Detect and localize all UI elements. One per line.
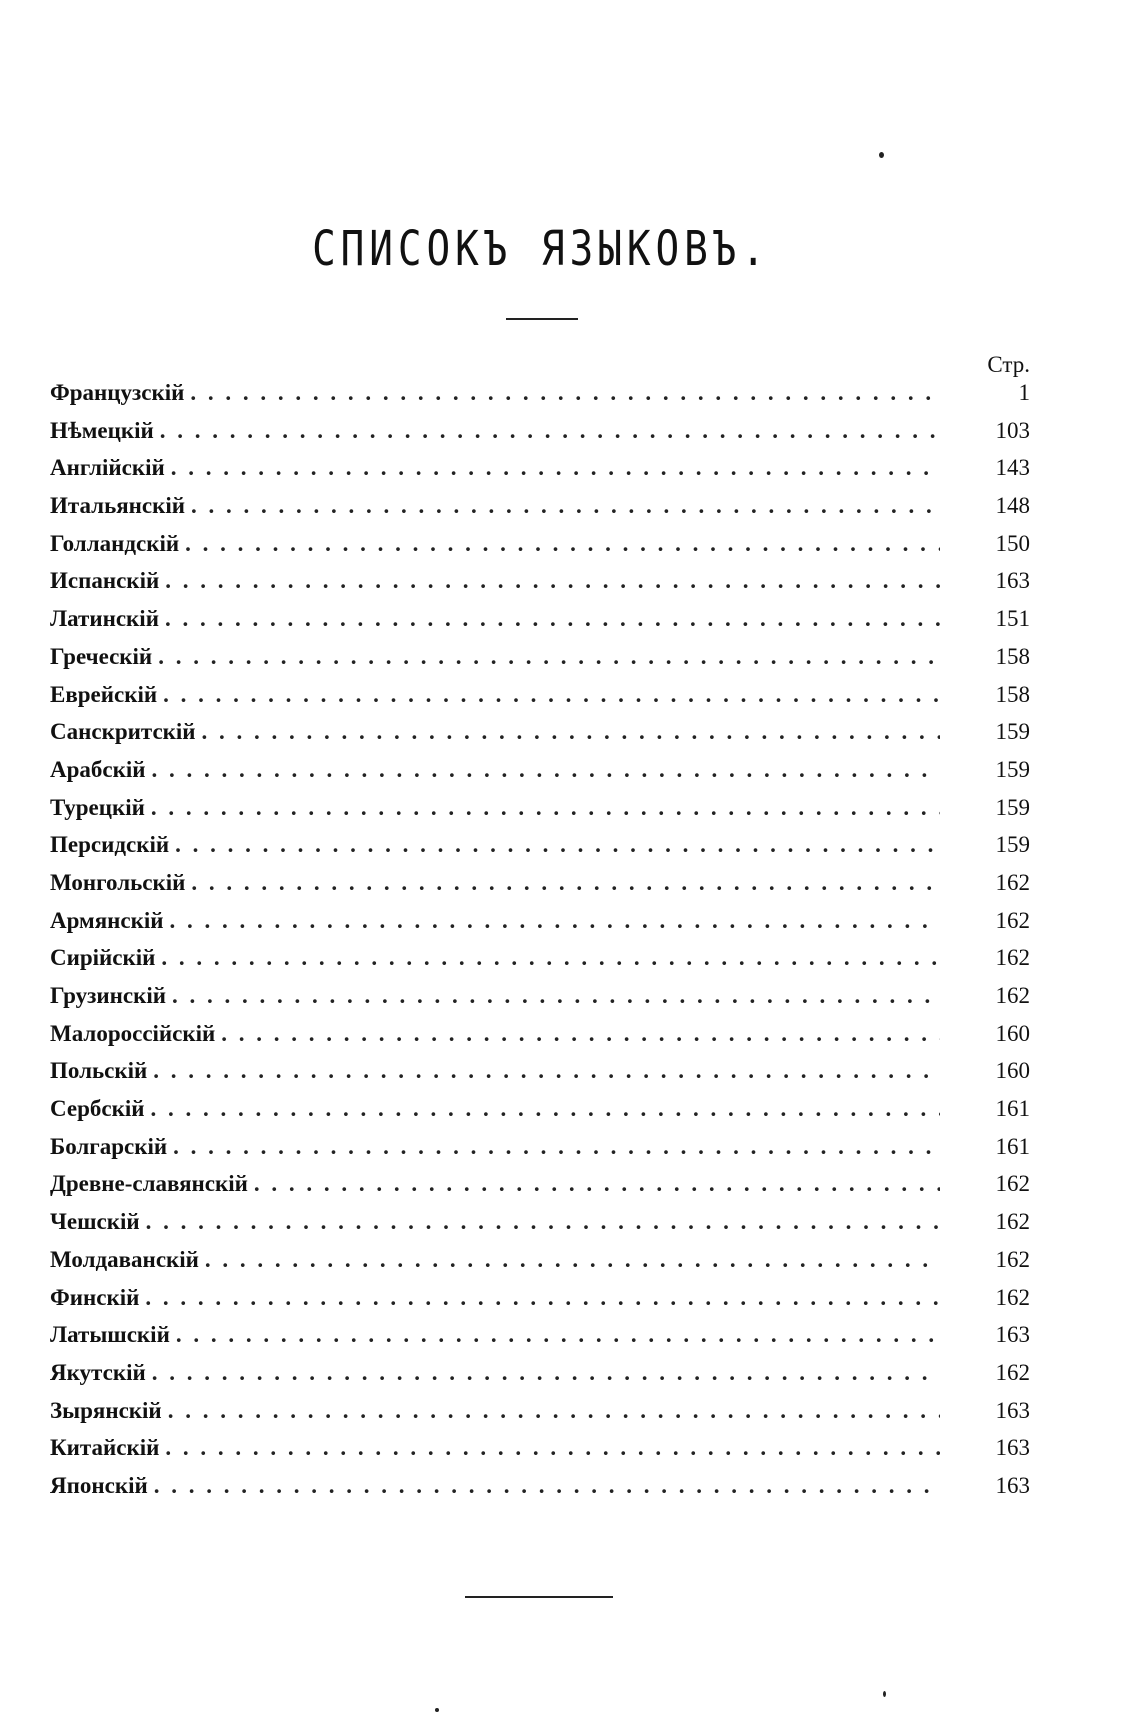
- dot-leader: [160, 418, 940, 444]
- language-name: Польскій: [50, 1058, 148, 1084]
- page-number: 1: [1018, 380, 1030, 405]
- page-number: 161: [995, 1133, 1030, 1159]
- page-number: 162: [995, 1284, 1030, 1310]
- dot-leader: [176, 1322, 940, 1348]
- language-entry: [50, 1134, 1030, 1172]
- language-name: Древне-славянскій: [50, 1171, 248, 1197]
- page-number: 162: [995, 907, 1030, 933]
- language-list: [50, 380, 1030, 1511]
- page-number: 160: [995, 1020, 1030, 1046]
- dot-leader: [205, 1247, 940, 1273]
- language-name: Латышскій: [50, 1322, 170, 1348]
- language-entry: [50, 870, 1030, 908]
- dot-leader: [152, 1360, 940, 1386]
- language-name: Чешскій: [50, 1209, 140, 1235]
- language-name: Арабскій: [50, 756, 146, 782]
- page-number: 163: [995, 568, 1030, 594]
- dot-leader: [254, 1171, 940, 1197]
- dot-leader: [161, 945, 940, 971]
- page-number: 160: [995, 1058, 1030, 1084]
- page-number: 159: [995, 794, 1030, 820]
- language-name: Зырянскій: [50, 1397, 162, 1423]
- language-entry: [50, 945, 1030, 983]
- dot-leader: [145, 1285, 940, 1311]
- page-column-label: Стр.: [987, 352, 1030, 377]
- title-divider: [506, 318, 578, 320]
- page-number: 162: [995, 1246, 1030, 1272]
- language-entry: [50, 1473, 1030, 1511]
- language-name: Грузинскій: [50, 983, 167, 1008]
- language-entry: [50, 1435, 1030, 1473]
- dot-leader: [175, 832, 940, 858]
- language-entry: [50, 1021, 1030, 1059]
- dot-leader: [185, 531, 940, 557]
- page-number: 159: [995, 832, 1030, 858]
- dot-leader: [173, 1134, 940, 1160]
- page-number: 163: [995, 1472, 1030, 1498]
- language-entry: [50, 531, 1030, 569]
- dot-leader: [191, 493, 940, 519]
- page-title: СПИСОКЪ ЯЗЫКОВЪ.: [312, 221, 770, 277]
- language-entry: [50, 1058, 1030, 1096]
- language-entry: [50, 493, 1030, 531]
- language-name: Нѣмецкій: [50, 417, 154, 443]
- dot-leader: [165, 568, 940, 594]
- language-entry: [50, 1398, 1030, 1436]
- page-number: 159: [995, 719, 1030, 745]
- dot-leader: [158, 644, 940, 670]
- language-entry: [50, 606, 1030, 644]
- dot-leader: [202, 719, 940, 745]
- page-number: 143: [995, 455, 1030, 481]
- language-name: Англійскій: [50, 455, 165, 481]
- language-entry: [50, 1247, 1030, 1285]
- language-name: Сербскій: [50, 1096, 145, 1122]
- page-number: 162: [995, 1209, 1030, 1235]
- dot-leader: [154, 1473, 940, 1499]
- page-number: 158: [995, 643, 1030, 669]
- page-number: 158: [995, 681, 1030, 707]
- language-entry: [50, 1322, 1030, 1360]
- language-entry: [50, 682, 1030, 720]
- page-number: 162: [995, 1171, 1030, 1197]
- language-name: Еврейскій: [50, 681, 158, 707]
- page-number: 162: [995, 1359, 1030, 1385]
- page-number: 150: [995, 530, 1030, 556]
- ink-speck: [883, 1691, 886, 1697]
- language-entry: [50, 1209, 1030, 1247]
- page-number: 148: [995, 493, 1030, 519]
- language-name: Латинскій: [50, 606, 159, 632]
- page-number: 162: [995, 869, 1030, 895]
- language-entry: [50, 908, 1030, 946]
- language-name: Персидскій: [50, 832, 170, 858]
- language-name: Сирійскій: [50, 945, 156, 971]
- language-entry: [50, 1285, 1030, 1323]
- language-entry: [50, 832, 1030, 870]
- page-number: 163: [995, 1397, 1030, 1423]
- language-entry: [50, 644, 1030, 682]
- dot-leader: [172, 983, 940, 1009]
- language-entry: [50, 1171, 1030, 1209]
- bottom-divider: [465, 1596, 613, 1598]
- dot-leader: [165, 1435, 940, 1461]
- dot-leader: [190, 380, 940, 406]
- language-name: Монгольскій: [50, 869, 186, 895]
- language-name: Турецкій: [50, 794, 145, 820]
- dot-leader: [165, 606, 940, 632]
- language-name: Китайскій: [50, 1435, 160, 1461]
- dot-leader: [151, 795, 940, 821]
- language-name: Финскій: [50, 1284, 140, 1310]
- page-number: 151: [995, 606, 1030, 632]
- language-entry: [50, 719, 1030, 757]
- language-entry: [50, 568, 1030, 606]
- dot-leader: [191, 870, 940, 896]
- language-name: Армянскій: [50, 907, 164, 933]
- dot-leader: [146, 1209, 940, 1235]
- page-number: 163: [995, 1322, 1030, 1348]
- language-name: Испанскій: [50, 568, 160, 594]
- page-number: 162: [995, 945, 1030, 971]
- page-number: 161: [995, 1096, 1030, 1122]
- page-number: 103: [995, 417, 1030, 443]
- language-name: Голландскій: [50, 530, 180, 556]
- dot-leader: [168, 1398, 940, 1424]
- language-name: Санскритскій: [50, 719, 196, 745]
- page-number: 159: [995, 756, 1030, 782]
- dot-leader: [153, 1058, 940, 1084]
- dot-leader: [221, 1021, 940, 1047]
- language-name: Французскій: [50, 380, 185, 405]
- language-entry: [50, 795, 1030, 833]
- dot-leader: [170, 908, 940, 934]
- language-entry: [50, 757, 1030, 795]
- page-number: 163: [995, 1435, 1030, 1461]
- language-name: Малороссійскій: [50, 1020, 216, 1046]
- language-name: Греческій: [50, 643, 153, 669]
- language-name: Якутскій: [50, 1359, 146, 1385]
- language-entry: [50, 380, 1030, 418]
- ink-speck: [435, 1708, 439, 1712]
- dot-leader: [151, 1096, 941, 1122]
- language-entry: [50, 418, 1030, 456]
- language-name: Японскій: [50, 1472, 148, 1498]
- dot-leader: [152, 757, 940, 783]
- language-name: Молдаванскій: [50, 1246, 199, 1272]
- language-entry: [50, 983, 1030, 1021]
- page-number: 162: [995, 983, 1030, 1008]
- language-entry: [50, 1360, 1030, 1398]
- language-entry: [50, 455, 1030, 493]
- language-name: Итальянскій: [50, 493, 186, 519]
- dot-leader: [163, 682, 940, 708]
- ink-speck: [879, 152, 884, 158]
- dot-leader: [171, 455, 940, 481]
- language-entry: [50, 1096, 1030, 1134]
- language-name: Болгарскій: [50, 1133, 168, 1159]
